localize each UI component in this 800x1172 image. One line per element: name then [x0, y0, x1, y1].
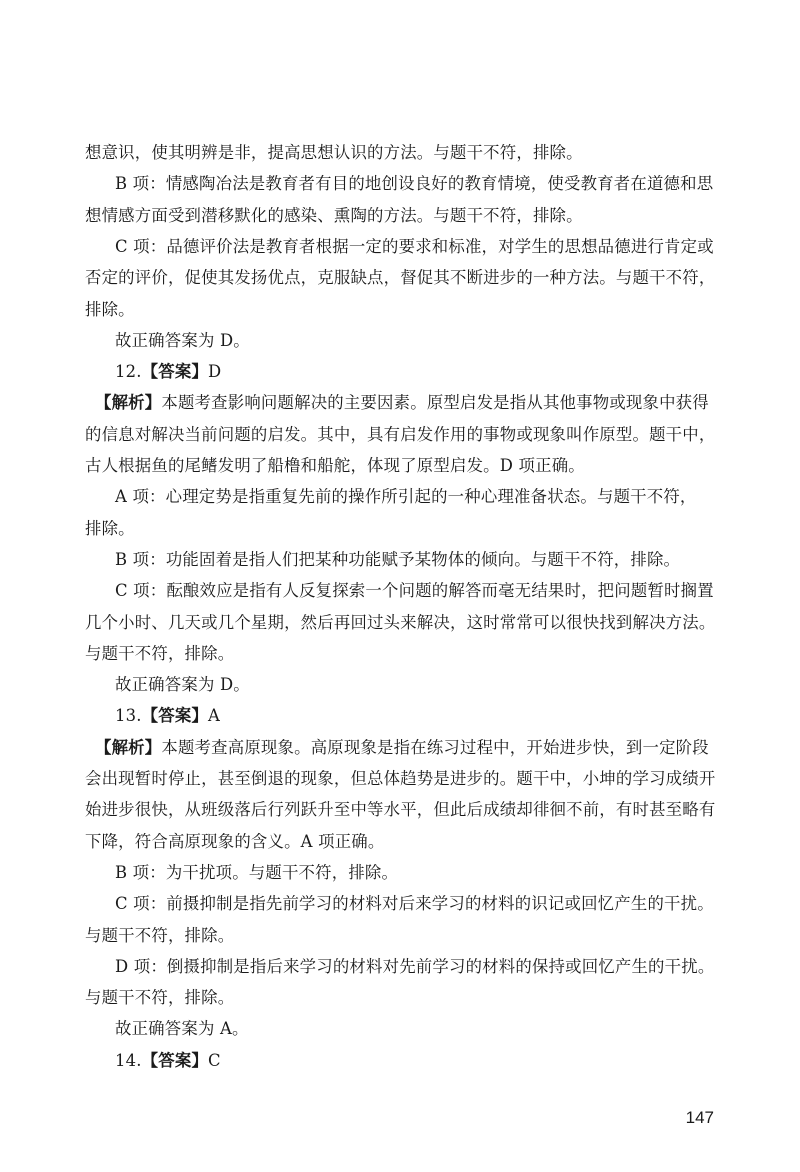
line-text: 的信息对解决当前问题的启发。其中，具有启发作用的事物或现象叫作原型。题干中，: [85, 424, 716, 444]
text-line: [115, 550, 680, 570]
line-text: 故正确答案为 D。: [115, 675, 250, 695]
text-line: [115, 331, 250, 351]
line-text: 故正确答案为 D。: [115, 330, 250, 350]
line-text: 古人根据鱼的尾鳍发明了船橹和船舵，体现了原型启发。D 项正确。: [85, 456, 585, 475]
line-text: 排除。: [85, 518, 135, 538]
text-line: [115, 863, 398, 883]
line-text: 本题考查高原现象。高原现象是指在练习过程中，开始进步快，到一定阶段: [161, 737, 709, 757]
text-line: [85, 988, 234, 1008]
line-text: 几个小时、几天或几个星期，然后再回过头来解决，这时常常可以很快找到解决方法。: [85, 612, 716, 632]
line-text: 否定的评价，促使其发扬优点，克服缺点，督促其不断进步的一种方法。与题干不符，: [85, 268, 716, 288]
text-line: [115, 581, 714, 601]
section-label: 【解析】: [95, 737, 162, 757]
text-line: [115, 1019, 249, 1039]
line-text: 与题干不符，排除。: [85, 925, 235, 945]
section-label: 【解析】: [95, 393, 162, 413]
line-text: B 项：情感陶冶法是教育者有目的地创设良好的教育情境，使受教育者在道德和思: [115, 174, 714, 194]
section-label: 【答案】: [141, 706, 209, 726]
text-line: [85, 425, 715, 445]
section-label: 【答案】: [141, 362, 209, 382]
text-line: [115, 675, 250, 695]
text-line: [115, 362, 221, 382]
line-text: 想情感方面受到潜移默化的感染、熏陶的方法。与题干不符，排除。: [85, 205, 583, 225]
text-line: [85, 800, 715, 820]
line-text: 下降，符合高原现象的含义。A 项正确。: [85, 831, 385, 851]
text-line: [85, 832, 385, 852]
section-label: 【答案】: [141, 1050, 209, 1070]
text-line: [85, 769, 715, 789]
line-text: 与题干不符，排除。: [85, 643, 235, 663]
text-line: [95, 738, 709, 758]
text-line: [85, 268, 715, 288]
text-line: [85, 519, 135, 539]
text-line: [115, 706, 220, 726]
line-text: 与题干不符，排除。: [85, 988, 235, 1008]
text-line: [85, 613, 715, 633]
line-text: B 项：功能固着是指人们把某种功能赋予某物体的倾向。与题干不符，排除。: [115, 549, 681, 569]
text-line: [115, 174, 713, 194]
text-line: [115, 894, 714, 914]
text-line: [85, 644, 234, 664]
question-number: 13.: [115, 706, 142, 726]
line-text: C 项：酝酿效应是指有人反复探索一个问题的解答而毫无结果时，把问题暂时搁置: [115, 581, 714, 601]
text-line: [115, 237, 714, 257]
text-line: [85, 456, 585, 476]
line-text: 会出现暂时停止，甚至倒退的现象，但总体趋势是进步的。题干中，小坤的学习成绩开: [85, 769, 716, 788]
line-text: D: [208, 362, 222, 382]
line-text: C: [208, 1050, 221, 1070]
text-line: [85, 143, 583, 163]
line-text: C 项：品德评价法是教育者根据一定的要求和标准，对学生的思想品德进行肯定或: [115, 236, 714, 256]
text-line: [115, 957, 714, 977]
line-text: 排除。: [85, 299, 135, 319]
text-line: [85, 206, 583, 226]
page-number: 147: [685, 1108, 714, 1127]
line-text: 本题考查影响问题解决的主要因素。原型启发是指从其他事物或现象中获得: [161, 393, 709, 413]
text-line: [85, 300, 135, 320]
line-text: 故正确答案为 A。: [115, 1019, 249, 1039]
text-line: [95, 393, 709, 413]
text-line: [85, 926, 234, 946]
line-text: C 项：前摄抑制是指先前学习的材料对后来学习的材料的识记或回忆产生的干扰。: [115, 894, 714, 914]
line-text: 始进步很快，从班级落后行列跃升至中等水平，但此后成绩却徘徊不前，有时甚至略有: [85, 800, 716, 820]
question-number: 12.: [115, 362, 142, 382]
line-text: A: [208, 706, 221, 726]
line-text: 想意识，使其明辨是非，提高思想认识的方法。与题干不符，排除。: [85, 143, 583, 162]
question-number: 14.: [115, 1050, 142, 1070]
line-text: A 项：心理定势是指重复先前的操作所引起的一种心理准备状态。与题干不符，: [115, 487, 697, 507]
line-text: D 项：倒摄抑制是指后来学习的材料对先前学习的材料的保持或回忆产生的干扰。: [115, 956, 715, 976]
line-text: B 项：为干扰项。与题干不符，排除。: [115, 862, 399, 882]
text-line: [115, 1051, 221, 1071]
text-line: [115, 487, 697, 507]
